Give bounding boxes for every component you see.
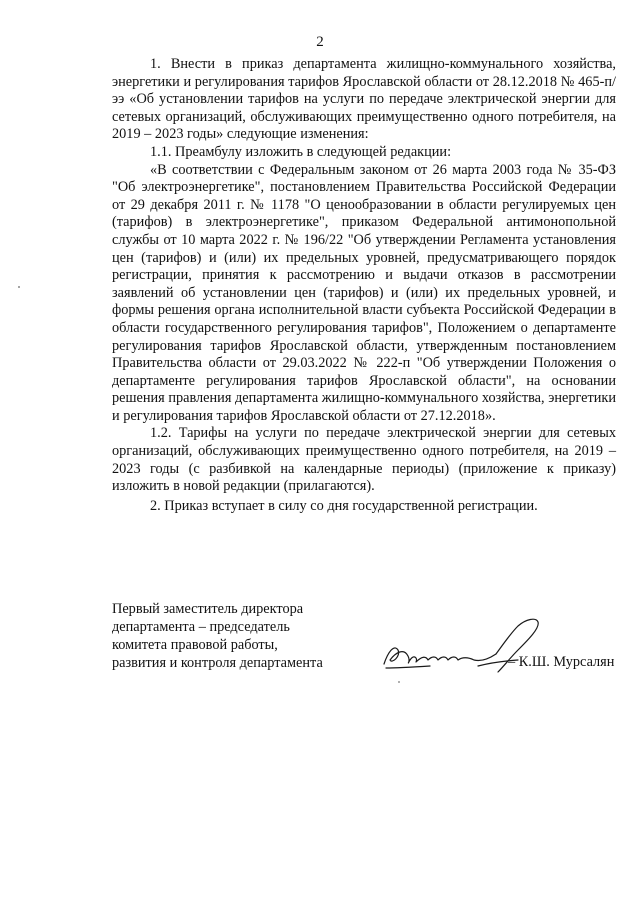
- page-number: 2: [316, 34, 324, 50]
- paragraph-item-1: 1. Внести в приказ департамента жилищно-коммунального хозяйства, энергетики и регулирования тарифов Ярославской области от 28.12.2018 № 465-п/ээ «Об установлении тарифов на услуги по передаче электрической энергии для сетевых организаций, обслуживающих преимущественно одного потребителя, на 2019 – 2023 годы» следующие изменения:: [112, 56, 616, 143]
- signatory-title-line: развития и контроля департамента: [112, 655, 323, 671]
- handwritten-signature: [378, 612, 558, 682]
- paragraph-item-1-1: 1.1. Преамбулу изложить в следующей редакции:: [150, 143, 452, 160]
- signatory-title-line: департамента – председатель: [112, 619, 290, 635]
- document-body: [112, 56, 616, 515]
- signatory-title-line: Первый заместитель директора: [112, 601, 304, 617]
- signatory-name: – К.Ш. Мурсалян: [508, 654, 615, 670]
- scan-mark: [398, 681, 400, 683]
- paragraph-preamble-text: «В соответствии с Федеральным законом от 26 марта 2003 года № 35-ФЗ "Об электроэнергетике", постановлением Правительства Российской Федерации от 29 декабря 2011 г. № 1178 "О ценообразовании в области регулируемых цен (тарифов) в электроэнергетике", приказом Федеральной антимонопольной службы от 10 марта 2022 г. № 196/22 "Об утверждении Регламента установления цен (тарифов) и (или) их предельных уровней, предусматривающего порядок регистрации, принятия к рассмотрению и выдачи отказов в рассмотрении заявлений об установлении цен (тарифов) и (или) их предельных уровней, и формы решения органа исполнительной власти субъекта Российской Федерации в области государственного регулирования тарифов", Положением о департаменте регулирования тарифов Ярославской области, утвержденным постановлением Правительства области от 29.03.2022 № 222-п "Об утверждении Положения о департаменте регулирования тарифов Ярославской области", на основании решения правления департамента жилищно-коммунального хозяйства, энергетики и регулирования тарифов Ярославской области от 27.12.2018».: [112, 161, 616, 424]
- paragraph-item-1-2: 1.2. Тарифы на услуги по передаче электрической энергии для сетевых организаций, обслуживающих преимущественно одного потребителя, на 2019 – 2023 годы (с разбивкой на календарные периоды) (приложение к приказу) изложить в новой редакции (прилагаются).: [112, 425, 616, 495]
- signatory-title-line: комитета правовой работы,: [112, 637, 278, 653]
- signatory-title-block: [112, 600, 352, 672]
- paragraph-item-2: 2. Приказ вступает в силу со дня государственной регистрации.: [150, 497, 538, 514]
- scan-mark: [18, 286, 20, 288]
